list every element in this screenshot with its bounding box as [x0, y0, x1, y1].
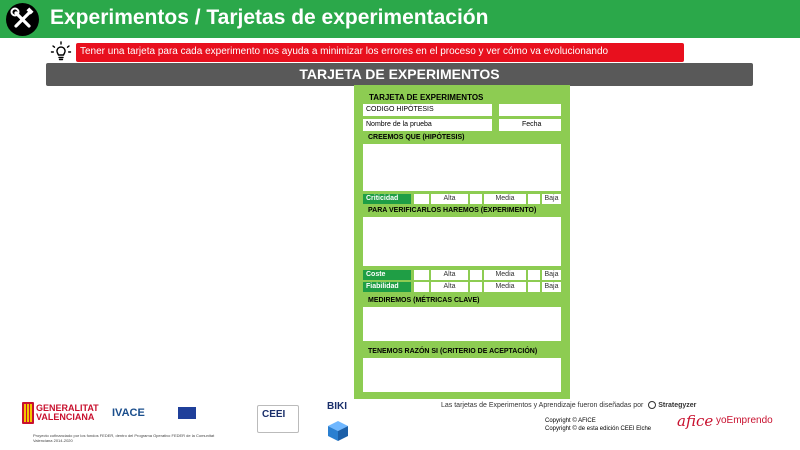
- baja-label: Baja: [542, 282, 561, 292]
- razon-label: TENEMOS RAZÓN SI (CRITERIO DE ACEPTACIÓN): [368, 348, 538, 355]
- mediremos-label: MEDIREMOS (MÉTRICAS CLAVE): [368, 297, 480, 304]
- codigo-label: CODIGO HIPÓTESIS: [366, 106, 434, 113]
- gva-line1: GENERALITAT: [36, 403, 99, 413]
- baja-label: Baja: [542, 270, 561, 280]
- strategyzer-icon: [648, 401, 656, 409]
- alta-check[interactable]: [414, 282, 429, 292]
- alta-check[interactable]: [414, 270, 429, 280]
- tools-icon: [6, 3, 39, 36]
- ivace-logo: IVACE: [112, 407, 145, 419]
- page-title: Experimentos / Tarjetas de experimentación: [50, 6, 489, 29]
- media-label: Media: [484, 194, 526, 204]
- criterio-textarea[interactable]: [363, 358, 561, 392]
- credits-note: [441, 401, 696, 409]
- media-check[interactable]: [470, 194, 482, 204]
- experiment-card: [354, 85, 570, 399]
- tip-banner: [76, 43, 684, 62]
- tip-text: Tener una tarjeta para cada experimento nos ayuda a minimizar los errores en el proceso y ver cómo va evolucionando: [80, 46, 609, 57]
- hipotesis-textarea[interactable]: [363, 144, 561, 191]
- alta-label: Alta: [431, 194, 468, 204]
- baja-check[interactable]: [528, 270, 540, 280]
- copyright-afice: Copyright © AFICE: [545, 418, 596, 424]
- metricas-textarea[interactable]: [363, 307, 561, 341]
- header-bar: [0, 0, 800, 38]
- eu-flag-icon: [178, 407, 196, 419]
- gva-logo: [22, 402, 34, 424]
- baja-label: Baja: [542, 194, 561, 204]
- media-label: Media: [484, 270, 526, 280]
- section-title: TARJETA DE EXPERIMENTOS: [299, 66, 500, 82]
- alta-label: Alta: [431, 270, 468, 280]
- alta-label: Alta: [431, 282, 468, 292]
- afice-logo: afice: [677, 412, 714, 430]
- verificarlos-label: PARA VERIFICARLOS HAREMOS (EXPERIMENTO): [368, 207, 537, 214]
- experimento-textarea[interactable]: [363, 217, 561, 266]
- copyright-ceei: Copyright © de esta edición CEEI Elche: [545, 426, 652, 432]
- ceei-logo: [257, 405, 299, 433]
- alta-check[interactable]: [414, 194, 429, 204]
- gva-text: [36, 404, 99, 422]
- criticidad-label: Criticidad: [363, 194, 411, 204]
- coste-label: Coste: [363, 270, 411, 280]
- card-title: TARJETA DE EXPERIMENTOS: [369, 93, 484, 102]
- credits-text: Las tarjetas de Experimentos y Aprendizaje fueron diseñadas por: [441, 401, 644, 409]
- section-header: [46, 63, 753, 86]
- cube-icon: [327, 420, 349, 447]
- fiabilidad-label: Fiabilidad: [363, 282, 411, 292]
- baja-check[interactable]: [528, 194, 540, 204]
- strategyzer-text: Strategyzer: [658, 401, 697, 409]
- media-label: Media: [484, 282, 526, 292]
- baja-check[interactable]: [528, 282, 540, 292]
- ceei-text: CEEI: [262, 409, 286, 420]
- biki-logo: BIKI: [327, 401, 347, 412]
- nombre-label: Nombre de la prueba: [366, 121, 432, 128]
- media-check[interactable]: [470, 282, 482, 292]
- gva-line2: VALENCIANA: [36, 412, 95, 422]
- creemos-label: CREEMOS QUE (HIPÓTESIS): [368, 134, 465, 141]
- codigo-value-field[interactable]: [499, 104, 561, 116]
- yoemprendo-logo: yoEmprendo: [716, 415, 773, 426]
- media-check[interactable]: [470, 270, 482, 280]
- funding-note: Proyecto cofinanciado por los fondos FEDER, dentro del Programa Operativo FEDER de la Comunitat Valenciana 2014-2020: [33, 433, 215, 443]
- fecha-label: Fecha: [522, 121, 542, 128]
